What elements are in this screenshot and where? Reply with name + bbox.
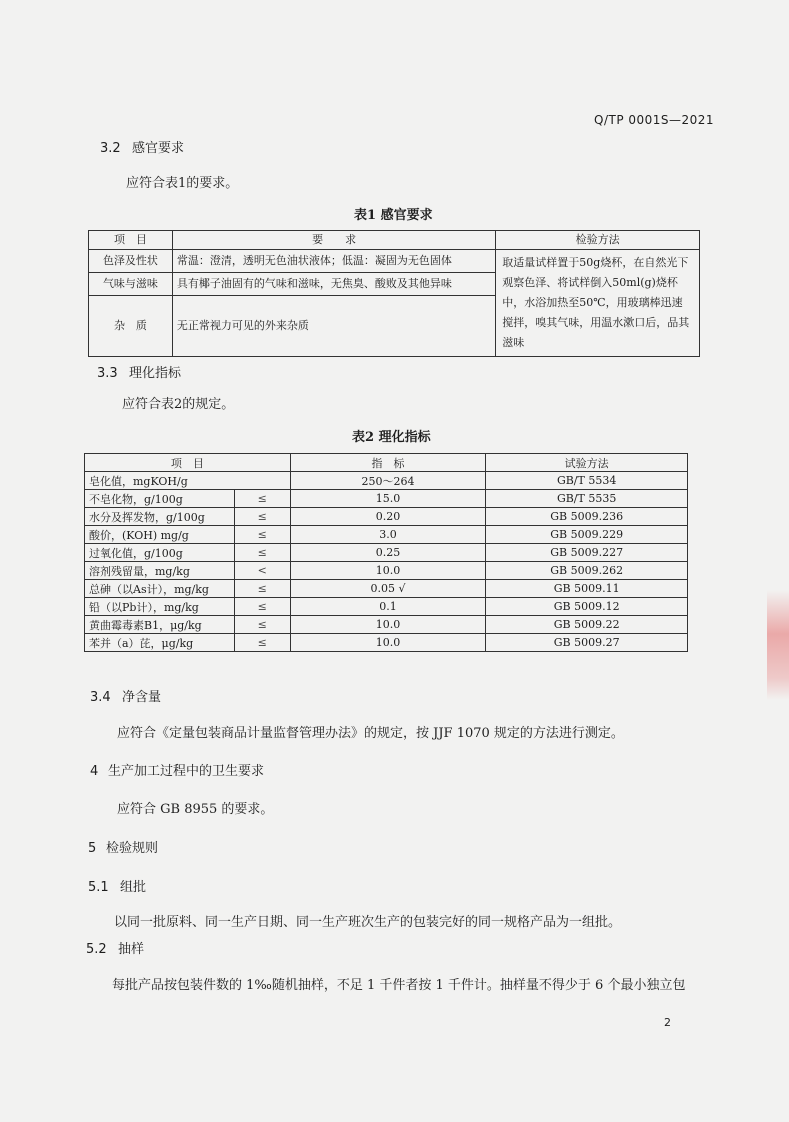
section-5-2-heading xyxy=(86,938,144,957)
section-number: 3.4 xyxy=(90,690,111,705)
section-title: 检验规则 xyxy=(106,841,159,856)
table-cell-value: 0.20 xyxy=(290,508,486,526)
table2 xyxy=(84,453,688,652)
table-cell-method: GB/T 5535 xyxy=(486,490,688,508)
table-cell-item: 酸价，(KOH) mg/g xyxy=(85,526,235,544)
table-cell-comparator: ≤ xyxy=(234,598,290,616)
table-cell-method: GB 5009.236 xyxy=(486,508,688,526)
table-cell-comparator: < xyxy=(234,562,290,580)
table-header-cell: 指 标 xyxy=(290,454,486,472)
section-5-heading xyxy=(88,837,158,856)
table-row xyxy=(85,490,688,508)
table-header-row xyxy=(85,454,688,472)
section-number: 5.2 xyxy=(86,942,107,957)
table-cell-value: 0.05 √ xyxy=(290,580,486,598)
table-cell-item: 苯并（a）芘，μg/kg xyxy=(85,634,235,652)
table-row xyxy=(85,544,688,562)
section-title: 理化指标 xyxy=(129,366,182,381)
table-row xyxy=(85,616,688,634)
table-cell-value: 10.0 xyxy=(290,634,486,652)
table-cell-item: 气味与滋味 xyxy=(89,273,173,296)
table-row xyxy=(89,250,700,273)
table-cell-value: 10.0 xyxy=(290,616,486,634)
table-cell-method: GB 5009.27 xyxy=(486,634,688,652)
table-cell-comparator: ≤ xyxy=(234,580,290,598)
table-cell-value: 0.25 xyxy=(290,544,486,562)
table-cell-comparator: ≤ xyxy=(234,526,290,544)
table-row xyxy=(85,562,688,580)
table-cell-comparator: ≤ xyxy=(234,508,290,526)
table-cell-item: 黄曲霉毒素B1，μg/kg xyxy=(85,616,235,634)
section-title: 感官要求 xyxy=(132,141,185,156)
table-header-cell: 要 求 xyxy=(172,231,495,250)
section-title: 组批 xyxy=(120,880,147,895)
table-cell-comparator: ≤ xyxy=(234,544,290,562)
section-5-1-heading xyxy=(88,876,146,895)
table-row xyxy=(85,580,688,598)
section-3-3-text: 应符合表2的规定。 xyxy=(122,397,235,412)
table-row xyxy=(85,634,688,652)
table-cell-requirement: 常温：澄清，透明无色油状液体；低温：凝固为无色固体 xyxy=(172,250,495,273)
table-cell-method: GB/T 5534 xyxy=(486,472,688,490)
table-row xyxy=(85,598,688,616)
table-cell-item: 铅（以Pb计），mg/kg xyxy=(85,598,235,616)
section-3-4-heading xyxy=(90,686,161,705)
section-4-text: 应符合 GB 8955 的要求。 xyxy=(117,802,274,817)
table-row xyxy=(85,508,688,526)
section-5-1-text: 以同一批原料、同一生产日期、同一生产班次生产的包装完好的同一规格产品为一组批。 xyxy=(114,915,622,930)
table-header-cell: 检验方法 xyxy=(496,231,700,250)
table-cell-value: 0.1 xyxy=(290,598,486,616)
table-cell-item: 过氧化值，g/100g xyxy=(85,544,235,562)
table-cell-item: 水分及挥发物，g/100g xyxy=(85,508,235,526)
table1 xyxy=(88,230,700,357)
table-cell-item: 不皂化物，g/100g xyxy=(85,490,235,508)
table-cell-value: 3.0 xyxy=(290,526,486,544)
table-cell-item: 皂化值，mgKOH/g xyxy=(85,472,291,490)
table-cell-method: 取适量试样置于50g烧杯，在自然光下观察色泽、将试样倒入50ml(g)烧杯中，水浴加热至50℃，用玻璃棒迅速搅拌，嗅其气味，用温水漱口后，品其滋味 xyxy=(496,250,700,357)
table-cell-method: GB 5009.12 xyxy=(486,598,688,616)
table-header-cell: 项 目 xyxy=(89,231,173,250)
table1-caption: 表1 感官要求 xyxy=(354,208,433,223)
table-cell-value: 10.0 xyxy=(290,562,486,580)
table-cell-value: 15.0 xyxy=(290,490,486,508)
table-cell-method: GB 5009.22 xyxy=(486,616,688,634)
section-3-2-text: 应符合表1的要求。 xyxy=(126,176,239,191)
table-cell-method: GB 5009.262 xyxy=(486,562,688,580)
table-cell-requirement: 具有椰子油固有的气味和滋味，无焦臭、酸败及其他异味 xyxy=(172,273,495,296)
table-cell-method: GB 5009.229 xyxy=(486,526,688,544)
section-number: 3.3 xyxy=(97,366,118,381)
table2-caption: 表2 理化指标 xyxy=(352,430,431,445)
table-cell-item: 色泽及性状 xyxy=(89,250,173,273)
section-number: 4 xyxy=(90,764,99,779)
section-title: 净含量 xyxy=(122,690,162,705)
table-row xyxy=(85,472,688,490)
table-cell-method: GB 5009.227 xyxy=(486,544,688,562)
section-3-4-text: 应符合《定量包装商品计量监督管理办法》的规定，按 JJF 1070 规定的方法进行测定。 xyxy=(117,726,624,741)
table-cell-comparator: ≤ xyxy=(234,634,290,652)
section-title: 生产加工过程中的卫生要求 xyxy=(108,764,265,779)
section-number: 5 xyxy=(88,841,97,856)
section-5-2-text: 每批产品按包装件数的 1‰随机抽样，不足 1 千件者按 1 千件计。抽样量不得少于 6 个最小独立包 xyxy=(112,978,686,993)
table-header-row xyxy=(89,231,700,250)
table-row xyxy=(85,526,688,544)
table-cell-requirement: 无正常视力可见的外来杂质 xyxy=(172,296,495,357)
table-cell-item: 总砷（以As计），mg/kg xyxy=(85,580,235,598)
table-header-cell: 试验方法 xyxy=(486,454,688,472)
table-header-cell: 项 目 xyxy=(85,454,291,472)
section-3-2-heading xyxy=(100,137,184,156)
seal-stamp-fragment xyxy=(767,590,789,700)
section-number: 5.1 xyxy=(88,880,109,895)
section-number: 3.2 xyxy=(100,141,121,156)
section-4-heading xyxy=(90,760,264,779)
table-cell-comparator: ≤ xyxy=(234,616,290,634)
table-cell-comparator: ≤ xyxy=(234,490,290,508)
table-cell-value: 250～264 xyxy=(290,472,486,490)
section-3-3-heading xyxy=(97,362,181,381)
page-number: 2 xyxy=(664,1016,671,1029)
table-cell-method: GB 5009.11 xyxy=(486,580,688,598)
table-cell-item: 杂 质 xyxy=(89,296,173,357)
table-cell-item: 溶剂残留量，mg/kg xyxy=(85,562,235,580)
document-number: Q/TP 0001S—2021 xyxy=(594,113,715,127)
section-title: 抽样 xyxy=(118,942,145,957)
